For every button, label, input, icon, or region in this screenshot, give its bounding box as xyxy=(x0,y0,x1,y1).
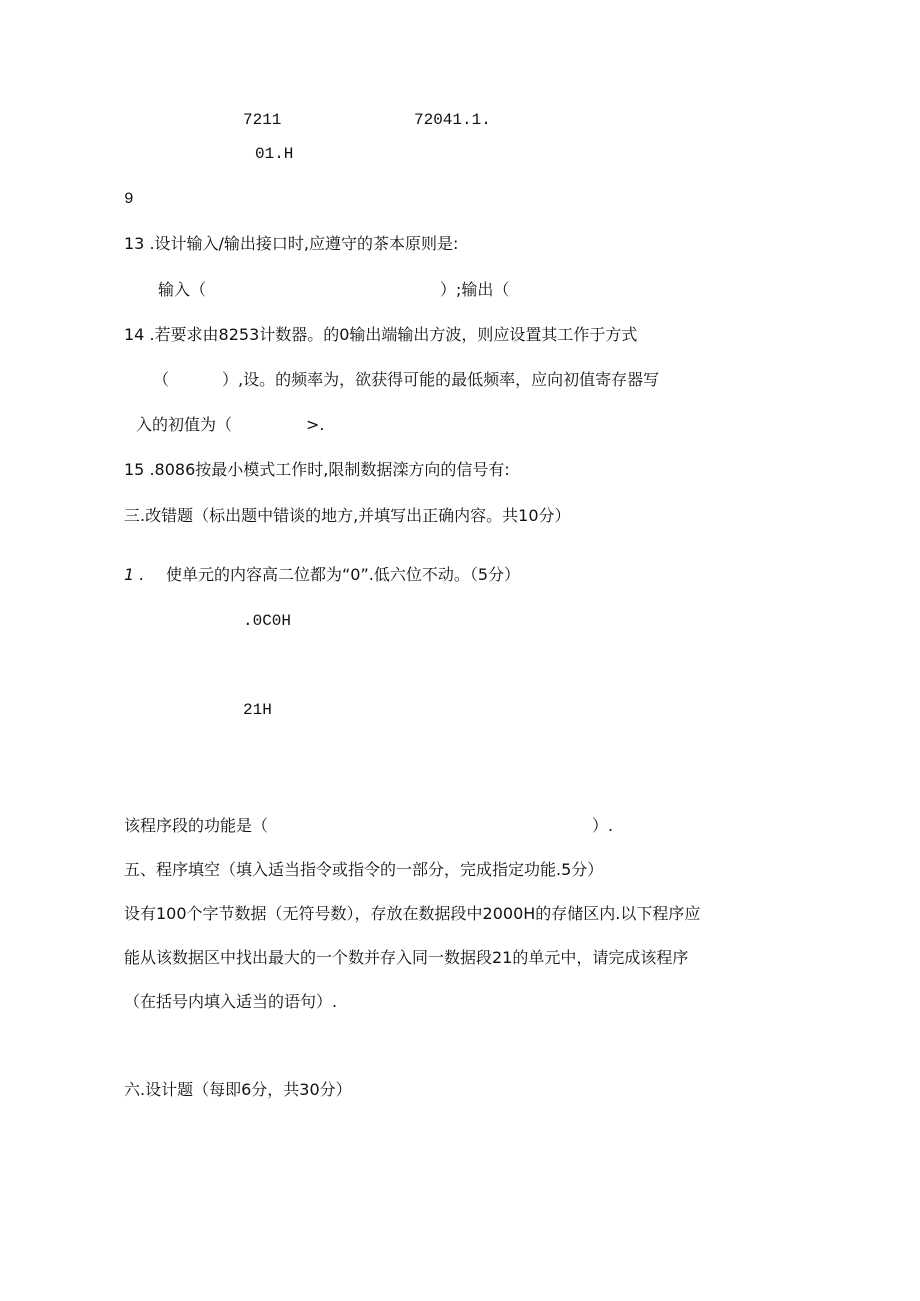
question-13: 13 .设计输入/输出接口时,应遵守的茶本原则是: xyxy=(124,234,459,253)
code-fragment-21h: 21H xyxy=(243,701,272,719)
section-6-title: 六.设计题（每即6分，共30分） xyxy=(124,1080,352,1099)
question-15: 15 .8086按最小模式工作时,限制数据滦方向的信号有: xyxy=(124,460,510,479)
code-fragment-0c0h: .0C0H xyxy=(243,612,292,630)
section-3-item-number: 1 . xyxy=(124,565,145,584)
section-3-item-text: 使单元的内容高二位都为“0”.低六位不动。（5分） xyxy=(166,565,521,584)
q13-output-label: ）;输出（ xyxy=(440,280,510,299)
q14-line3-close: >. xyxy=(306,415,325,434)
section-3-title: 三.改错题（标出题中错谈的地方,并填写出正确内容。共10分） xyxy=(124,506,571,525)
section-5-title: 五、程序填空（填入适当指令或指令的一部分，完成指定功能.5分） xyxy=(124,860,604,879)
function-question: 该程序段的功能是（ xyxy=(124,816,269,835)
q14-line3: 入的初值为（ xyxy=(136,415,233,434)
q13-input-label: 输入（ xyxy=(158,280,207,299)
fragment-01h: 01.H xyxy=(255,145,294,163)
q14-blank-open: （ xyxy=(153,370,170,389)
fragment-72041: 72041.1. xyxy=(414,111,491,129)
fragment-9: 9 xyxy=(124,190,134,208)
function-question-close: ）. xyxy=(592,816,614,835)
section-5-line-1: 设有100个字节数据（无符号数），存放在数据段中2000H的存储区内.以下程序应 xyxy=(124,904,701,923)
section-5-line-3: （在括号内填入适当的语句）. xyxy=(124,992,338,1011)
q14-line2: ）,设。的频率为，欲获得可能的最低频率，应向初值寄存器写 xyxy=(222,370,660,389)
section-5-line-2: 能从该数据区中找出最大的一个数并存入同一数据段21的单元中，请完成该程序 xyxy=(124,948,689,967)
fragment-7211: 7211 xyxy=(243,111,282,129)
question-14: 14 .若要求由8253计数器。的0输出端输出方波，则应设置其工作于方式 xyxy=(124,325,638,344)
